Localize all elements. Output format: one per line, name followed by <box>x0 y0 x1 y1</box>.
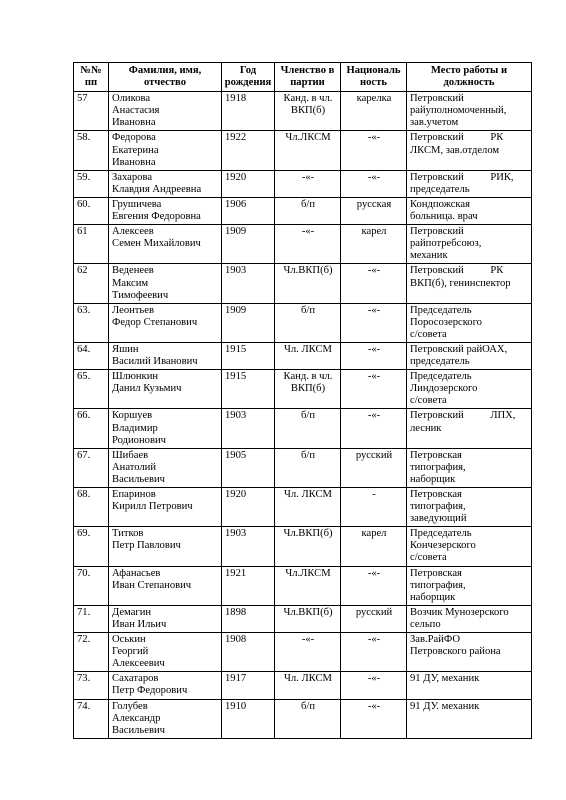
person-name <box>109 264 222 303</box>
birth-year: 1909 <box>222 303 275 342</box>
birth-year: 1915 <box>222 370 275 409</box>
workplace-line: Петровский ЛПХ, <box>410 410 516 422</box>
table-row <box>74 527 532 566</box>
party-membership: -«- <box>275 170 341 197</box>
workplace-line: Петровский РК <box>410 265 504 277</box>
party-membership: Чл. ЛКСМ <box>275 672 341 699</box>
row-number: 58. <box>74 131 109 170</box>
workplace-line: Петровская <box>410 567 462 579</box>
workplace-line: райуполномоченный, <box>410 105 507 117</box>
nationality: русская <box>341 197 407 224</box>
row-number: 63. <box>74 303 109 342</box>
workplace-position <box>407 370 532 409</box>
workplace-line: сельпо <box>410 618 441 630</box>
workplace-line: больница. врач <box>410 211 478 223</box>
party-membership: б/п <box>275 699 341 738</box>
workplace-line: наборщик <box>410 591 456 603</box>
person-name <box>109 488 222 527</box>
birth-year: 1910 <box>222 699 275 738</box>
party-membership: Чл.ВКП(б) <box>275 527 341 566</box>
nationality: -«- <box>341 699 407 738</box>
header-party: Членство в партии <box>275 63 341 92</box>
nationality: карел <box>341 527 407 566</box>
workplace-line: типография, <box>410 461 466 473</box>
header-num: №№ пп <box>74 63 109 92</box>
person-name-line: Тимофеевич <box>112 289 169 301</box>
nationality: -«- <box>341 264 407 303</box>
birth-year: 1922 <box>222 131 275 170</box>
workplace-line: председатель <box>410 183 470 195</box>
workplace-line: наборщик <box>410 473 456 485</box>
nationality: карел <box>341 225 407 264</box>
person-name <box>109 409 222 448</box>
workplace-line: с/совета <box>410 552 447 564</box>
nationality: -«- <box>341 131 407 170</box>
table-row <box>74 409 532 448</box>
workplace-position <box>407 699 532 738</box>
person-name-line: Веденеев <box>112 265 154 277</box>
workplace-line: Петровский РИК, <box>410 171 514 183</box>
person-name-line: Иван Степанович <box>112 579 192 591</box>
person-name-line: Титков <box>112 528 144 540</box>
table-row <box>74 699 532 738</box>
person-name <box>109 131 222 170</box>
person-name-line: Васильевич <box>112 724 165 736</box>
nationality: -«- <box>341 342 407 369</box>
workplace-line: Петровского района <box>410 646 501 658</box>
workplace-line: председатель <box>410 356 470 368</box>
workplace-line: Петровский <box>410 93 464 105</box>
row-number: 64. <box>74 342 109 369</box>
workplace-line: Кончезерского <box>410 540 476 552</box>
workplace-line: Петровский РК <box>410 132 504 144</box>
workplace-position <box>407 342 532 369</box>
person-name-line: Федорова <box>112 132 156 144</box>
birth-year: 1903 <box>222 527 275 566</box>
workplace-line: райпотребсоюз, <box>410 238 482 250</box>
nationality: карелка <box>341 92 407 131</box>
workplace-line: зав.учетом <box>410 117 459 129</box>
personnel-table <box>73 62 532 739</box>
birth-year: 1903 <box>222 264 275 303</box>
header-nationality: Националь ность <box>341 63 407 92</box>
person-name <box>109 225 222 264</box>
person-name-line: Коршуев <box>112 410 153 422</box>
person-name-line: Оськин <box>112 634 146 646</box>
workplace-line: Зав.РайФО <box>410 634 461 646</box>
workplace-position <box>407 303 532 342</box>
party-membership: Чл.ЛКСМ <box>275 131 341 170</box>
workplace-position <box>407 409 532 448</box>
row-number: 71. <box>74 605 109 632</box>
party-membership: б/п <box>275 303 341 342</box>
person-name-line: Захарова <box>112 171 153 183</box>
person-name-line: Кирилл Петрович <box>112 501 193 513</box>
workplace-position <box>407 672 532 699</box>
person-name-line: Васильевич <box>112 473 165 485</box>
person-name-line: Яшин <box>112 343 139 355</box>
table-row <box>74 633 532 672</box>
workplace-line: заведующий <box>410 513 467 525</box>
person-name-line: Алексеев <box>112 226 154 238</box>
person-name-line: Максим <box>112 277 149 289</box>
person-name <box>109 566 222 605</box>
table-row <box>74 370 532 409</box>
birth-year: 1898 <box>222 605 275 632</box>
table-row <box>74 197 532 224</box>
birth-year: 1918 <box>222 92 275 131</box>
row-number: 70. <box>74 566 109 605</box>
workplace-position <box>407 131 532 170</box>
nationality: -«- <box>341 566 407 605</box>
row-number: 72. <box>74 633 109 672</box>
row-number: 69. <box>74 527 109 566</box>
person-name <box>109 303 222 342</box>
row-number: 68. <box>74 488 109 527</box>
person-name <box>109 370 222 409</box>
person-name-line: Семен Михайлович <box>112 238 201 250</box>
nationality: -«- <box>341 303 407 342</box>
row-number: 65. <box>74 370 109 409</box>
table-row <box>74 170 532 197</box>
person-name <box>109 197 222 224</box>
birth-year: 1915 <box>222 342 275 369</box>
person-name-line: Петр Федорович <box>112 685 188 697</box>
person-name-line: Владимир <box>112 422 158 434</box>
workplace-position <box>407 633 532 672</box>
nationality: -«- <box>341 672 407 699</box>
row-number: 67. <box>74 448 109 487</box>
table-header-row <box>74 63 532 92</box>
row-number: 60. <box>74 197 109 224</box>
header-year: Год рождения <box>222 63 275 92</box>
person-name-line: Анастасия <box>112 105 160 117</box>
party-membership: б/п <box>275 197 341 224</box>
nationality: -«- <box>341 409 407 448</box>
birth-year: 1903 <box>222 409 275 448</box>
workplace-line: Петровский райОАХ, <box>410 343 508 355</box>
birth-year: 1908 <box>222 633 275 672</box>
workplace-position <box>407 197 532 224</box>
row-number: 74. <box>74 699 109 738</box>
nationality: -«- <box>341 170 407 197</box>
table-row <box>74 672 532 699</box>
workplace-line: Поросозерского <box>410 316 482 328</box>
nationality: - <box>341 488 407 527</box>
row-number: 61 <box>74 225 109 264</box>
table-row <box>74 342 532 369</box>
party-membership: б/п <box>275 448 341 487</box>
person-name-line: Шибаев <box>112 449 149 461</box>
row-number: 57 <box>74 92 109 131</box>
table-body <box>74 92 532 739</box>
person-name <box>109 633 222 672</box>
workplace-line: типография, <box>410 579 466 591</box>
person-name-line: Демагин <box>112 606 152 618</box>
person-name <box>109 605 222 632</box>
person-name-line: Ивановна <box>112 156 156 168</box>
workplace-line: с/совета <box>410 328 447 340</box>
birth-year: 1909 <box>222 225 275 264</box>
person-name-line: Алексеевич <box>112 658 165 670</box>
party-membership: Канд. в чл. ВКП(б) <box>275 92 341 131</box>
party-membership: б/п <box>275 409 341 448</box>
party-membership: Чл.ВКП(б) <box>275 264 341 303</box>
person-name-line: Сахатаров <box>112 673 159 685</box>
table-row <box>74 264 532 303</box>
nationality: -«- <box>341 633 407 672</box>
row-number: 62 <box>74 264 109 303</box>
workplace-line: 91 ДУ. механик <box>410 700 480 712</box>
table-row <box>74 488 532 527</box>
person-name-line: Евгения Федоровна <box>112 211 201 223</box>
person-name-line: Анатолий <box>112 461 157 473</box>
party-membership: -«- <box>275 225 341 264</box>
person-name-line: Афанасьев <box>112 567 161 579</box>
table-row <box>74 605 532 632</box>
birth-year: 1917 <box>222 672 275 699</box>
row-number: 66. <box>74 409 109 448</box>
table-row <box>74 131 532 170</box>
workplace-line: Председатель <box>410 304 472 316</box>
table-row <box>74 566 532 605</box>
workplace-line: Председатель <box>410 528 472 540</box>
person-name-line: Шлюнкин <box>112 371 159 383</box>
person-name-line: Грушичева <box>112 198 162 210</box>
person-name-line: Клавдия Андреевна <box>112 183 202 195</box>
row-number: 59. <box>74 170 109 197</box>
party-membership: Чл. ЛКСМ <box>275 488 341 527</box>
header-name: Фамилия, имя, отчество <box>109 63 222 92</box>
workplace-line: механик <box>410 250 448 262</box>
workplace-line: ВКП(б), генинспектор <box>410 277 511 289</box>
workplace-line: типография, <box>410 501 466 513</box>
workplace-line: Председатель <box>410 371 472 383</box>
workplace-line: Линдозерского <box>410 383 478 395</box>
workplace-line: Петровский <box>410 226 464 238</box>
person-name-line: Иван Ильич <box>112 618 167 630</box>
party-membership: Чл. ЛКСМ <box>275 342 341 369</box>
person-name-line: Петр Павлович <box>112 540 181 552</box>
nationality: русский <box>341 605 407 632</box>
workplace-position <box>407 527 532 566</box>
person-name-line: Александр <box>112 712 161 724</box>
person-name-line: Голубев <box>112 700 148 712</box>
table-row <box>74 303 532 342</box>
person-name-line: Родионович <box>112 434 166 446</box>
person-name <box>109 170 222 197</box>
workplace-position <box>407 92 532 131</box>
table-row <box>74 92 532 131</box>
party-membership: Чл.ЛКСМ <box>275 566 341 605</box>
workplace-position <box>407 170 532 197</box>
birth-year: 1920 <box>222 170 275 197</box>
workplace-position <box>407 566 532 605</box>
person-name-line: Федор Степанович <box>112 316 198 328</box>
row-number: 73. <box>74 672 109 699</box>
person-name <box>109 527 222 566</box>
workplace-line: 91 ДУ, механик <box>410 673 480 685</box>
workplace-line: Возчик Мунозерского <box>410 606 509 618</box>
person-name-line: Данил Кузьмич <box>112 383 182 395</box>
workplace-line: Петровская <box>410 449 462 461</box>
person-name-line: Оликова <box>112 93 151 105</box>
birth-year: 1905 <box>222 448 275 487</box>
nationality: русский <box>341 448 407 487</box>
party-membership: -«- <box>275 633 341 672</box>
workplace-line: с/совета <box>410 395 447 407</box>
person-name <box>109 699 222 738</box>
table-row <box>74 225 532 264</box>
header-job: Место работы и должность <box>407 63 532 92</box>
person-name-line: Епаринов <box>112 489 156 500</box>
person-name-line: Екатерина <box>112 144 159 156</box>
nationality: -«- <box>341 370 407 409</box>
workplace-line: ЛКСМ, зав.отделом <box>410 144 500 156</box>
person-name-line: Леонтьев <box>112 304 154 316</box>
person-name-line: Георгий <box>112 646 149 658</box>
person-name <box>109 672 222 699</box>
workplace-position <box>407 448 532 487</box>
birth-year: 1921 <box>222 566 275 605</box>
birth-year: 1920 <box>222 488 275 527</box>
person-name-line: Василий Иванович <box>112 356 198 368</box>
party-membership: Канд. в чл. ВКП(б) <box>275 370 341 409</box>
person-name <box>109 448 222 487</box>
workplace-position <box>407 605 532 632</box>
party-membership: Чл.ВКП(б) <box>275 605 341 632</box>
person-name <box>109 92 222 131</box>
workplace-position <box>407 225 532 264</box>
workplace-position <box>407 264 532 303</box>
table-row <box>74 448 532 487</box>
workplace-position <box>407 488 532 527</box>
person-name-line: Ивановна <box>112 117 156 129</box>
workplace-line: Петровская <box>410 489 462 500</box>
workplace-line: лесник <box>410 422 442 434</box>
person-name <box>109 342 222 369</box>
birth-year: 1906 <box>222 197 275 224</box>
workplace-line: Кондпожская <box>410 198 470 210</box>
